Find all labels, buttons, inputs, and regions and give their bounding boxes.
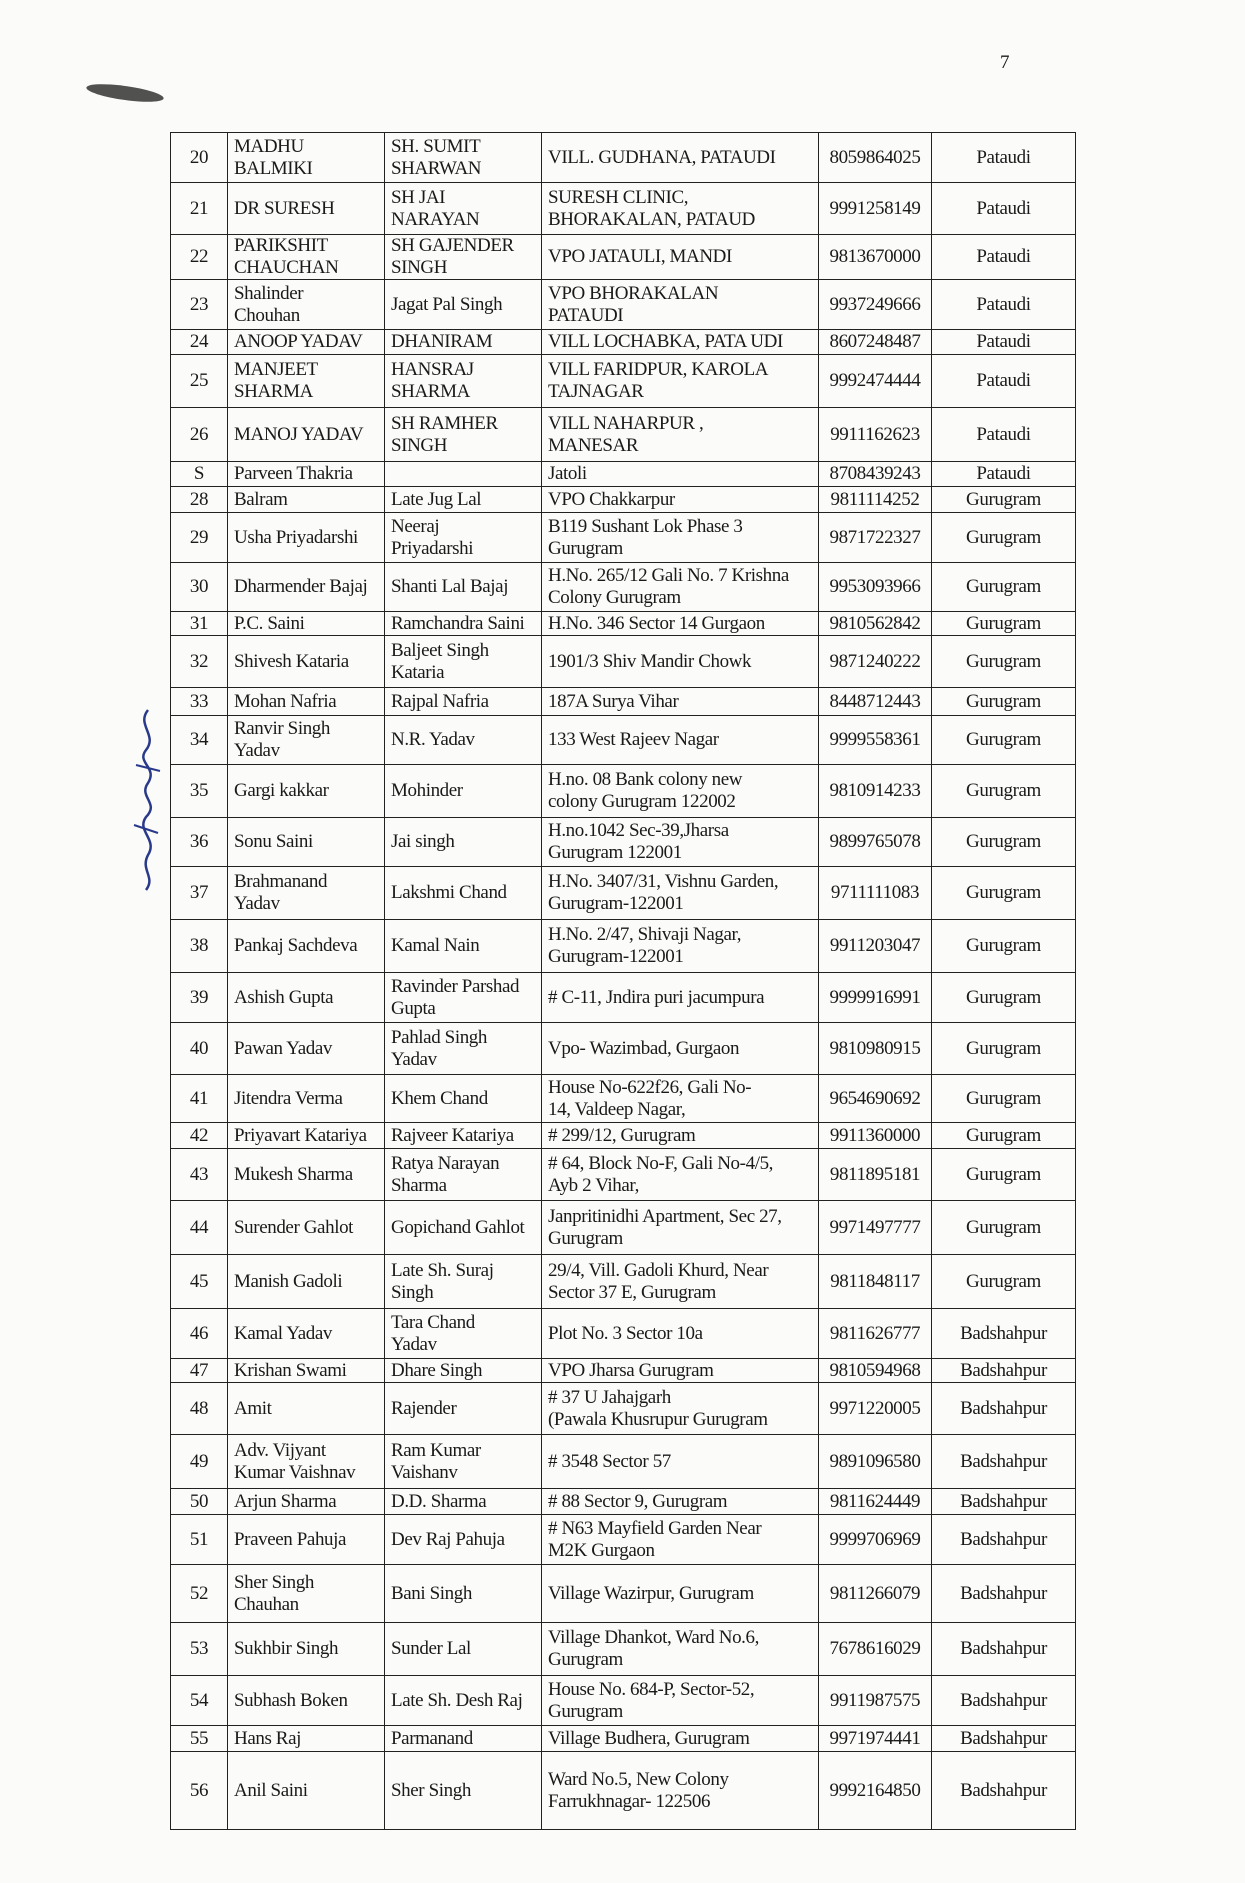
- serial-number-cell: 46: [171, 1309, 228, 1359]
- area-cell: Pataudi: [932, 133, 1076, 183]
- name-cell: Brahmanand Yadav: [228, 867, 385, 920]
- area-cell: Pataudi: [932, 408, 1076, 462]
- father-name-cell: Khem Chand: [385, 1075, 542, 1123]
- serial-number-cell: 38: [171, 920, 228, 973]
- table-row: [171, 818, 1076, 867]
- table-row: [171, 330, 1076, 355]
- table-row: [171, 1435, 1076, 1489]
- phone-cell: 9654690692: [819, 1075, 932, 1123]
- phone-cell: 9999916991: [819, 973, 932, 1023]
- serial-number-cell: 37: [171, 867, 228, 920]
- table-row: [171, 563, 1076, 612]
- contacts-table: [170, 132, 1076, 1830]
- table-row: [171, 867, 1076, 920]
- address-cell: # N63 Mayfield Garden Near M2K Gurgaon: [542, 1515, 819, 1565]
- father-name-cell: Jai singh: [385, 818, 542, 867]
- serial-number-cell: 54: [171, 1676, 228, 1726]
- name-cell: Arjun Sharma: [228, 1489, 385, 1515]
- phone-cell: 9871722327: [819, 513, 932, 563]
- table-row: [171, 1752, 1076, 1830]
- father-name-cell: Mohinder: [385, 765, 542, 818]
- address-cell: Ward No.5, New Colony Farrukhnagar- 122506: [542, 1752, 819, 1830]
- phone-cell: 8708439243: [819, 462, 932, 487]
- phone-cell: 9911360000: [819, 1123, 932, 1149]
- table-row: [171, 1623, 1076, 1676]
- table-row: [171, 1489, 1076, 1515]
- name-cell: Ranvir Singh Yadav: [228, 716, 385, 765]
- address-cell: H.No. 2/47, Shivaji Nagar, Gurugram-122001: [542, 920, 819, 973]
- father-name-cell: Ram Kumar Vaishanv: [385, 1435, 542, 1489]
- area-cell: Gurugram: [932, 1023, 1076, 1075]
- name-cell: DR SURESH: [228, 183, 385, 235]
- name-cell: Gargi kakkar: [228, 765, 385, 818]
- serial-number-cell: 24: [171, 330, 228, 355]
- name-cell: Manish Gadoli: [228, 1255, 385, 1309]
- address-cell: House No-622f26, Gali No- 14, Valdeep Nagar,: [542, 1075, 819, 1123]
- address-cell: VPO BHORAKALAN PATAUDI: [542, 280, 819, 330]
- serial-number-cell: 48: [171, 1383, 228, 1435]
- name-cell: ANOOP YADAV: [228, 330, 385, 355]
- name-cell: Dharmender Bajaj: [228, 563, 385, 612]
- serial-number-cell: 39: [171, 973, 228, 1023]
- address-cell: VILL. GUDHANA, PATAUDI: [542, 133, 819, 183]
- phone-cell: 7678616029: [819, 1623, 932, 1676]
- scan-smudge: [85, 81, 164, 106]
- name-cell: MANOJ YADAV: [228, 408, 385, 462]
- name-cell: Adv. Vijyant Kumar Vaishnav: [228, 1435, 385, 1489]
- address-cell: Village Budhera, Gurugram: [542, 1726, 819, 1752]
- serial-number-cell: 45: [171, 1255, 228, 1309]
- name-cell: Priyavart Katariya: [228, 1123, 385, 1149]
- serial-number-cell: 29: [171, 513, 228, 563]
- address-cell: 29/4, Vill. Gadoli Khurd, Near Sector 37 E, Gurugram: [542, 1255, 819, 1309]
- address-cell: VILL NAHARPUR , MANESAR: [542, 408, 819, 462]
- table-row: [171, 612, 1076, 636]
- name-cell: Praveen Pahuja: [228, 1515, 385, 1565]
- phone-cell: 9992164850: [819, 1752, 932, 1830]
- name-cell: Usha Priyadarshi: [228, 513, 385, 563]
- table-row: [171, 1255, 1076, 1309]
- name-cell: Shalinder Chouhan: [228, 280, 385, 330]
- address-cell: 133 West Rajeev Nagar: [542, 716, 819, 765]
- serial-number-cell: 43: [171, 1149, 228, 1201]
- phone-cell: 9813670000: [819, 235, 932, 280]
- table-row: [171, 1075, 1076, 1123]
- phone-cell: 9811626777: [819, 1309, 932, 1359]
- area-cell: Gurugram: [932, 765, 1076, 818]
- father-name-cell: Kamal Nain: [385, 920, 542, 973]
- serial-number-cell: 30: [171, 563, 228, 612]
- area-cell: Gurugram: [932, 513, 1076, 563]
- address-cell: VPO JATAULI, MANDI: [542, 235, 819, 280]
- table-row: [171, 1676, 1076, 1726]
- father-name-cell: SH RAMHER SINGH: [385, 408, 542, 462]
- address-cell: # 299/12, Gurugram: [542, 1123, 819, 1149]
- table-row: [171, 513, 1076, 563]
- father-name-cell: Sher Singh: [385, 1752, 542, 1830]
- table-row: [171, 235, 1076, 280]
- table-row: [171, 1515, 1076, 1565]
- phone-cell: 9871240222: [819, 636, 932, 688]
- table-row: [171, 1123, 1076, 1149]
- phone-cell: 9811624449: [819, 1489, 932, 1515]
- area-cell: Gurugram: [932, 818, 1076, 867]
- serial-number-cell: 22: [171, 235, 228, 280]
- address-cell: H.No. 3407/31, Vishnu Garden, Gurugram-122001: [542, 867, 819, 920]
- serial-number-cell: 47: [171, 1359, 228, 1383]
- phone-cell: 8607248487: [819, 330, 932, 355]
- address-cell: Vpo- Wazimbad, Gurgaon: [542, 1023, 819, 1075]
- table-row: [171, 1726, 1076, 1752]
- name-cell: Ashish Gupta: [228, 973, 385, 1023]
- phone-cell: 9811848117: [819, 1255, 932, 1309]
- father-name-cell: Gopichand Gahlot: [385, 1201, 542, 1255]
- address-cell: Village Dhankot, Ward No.6, Gurugram: [542, 1623, 819, 1676]
- address-cell: VPO Jharsa Gurugram: [542, 1359, 819, 1383]
- area-cell: Badshahpur: [932, 1623, 1076, 1676]
- area-cell: Badshahpur: [932, 1359, 1076, 1383]
- area-cell: Pataudi: [932, 183, 1076, 235]
- serial-number-cell: 21: [171, 183, 228, 235]
- serial-number-cell: 51: [171, 1515, 228, 1565]
- table-row: [171, 1201, 1076, 1255]
- serial-number-cell: 28: [171, 487, 228, 513]
- table-row: [171, 920, 1076, 973]
- father-name-cell: Ravinder Parshad Gupta: [385, 973, 542, 1023]
- name-cell: Subhash Boken: [228, 1676, 385, 1726]
- address-cell: House No. 684-P, Sector-52, Gurugram: [542, 1676, 819, 1726]
- table-row: [171, 462, 1076, 487]
- name-cell: Sher Singh Chauhan: [228, 1565, 385, 1623]
- address-cell: VILL FARIDPUR, KAROLA TAJNAGAR: [542, 355, 819, 408]
- phone-cell: 9911203047: [819, 920, 932, 973]
- table-row: [171, 688, 1076, 716]
- address-cell: 1901/3 Shiv Mandir Chowk: [542, 636, 819, 688]
- phone-cell: 9971497777: [819, 1201, 932, 1255]
- father-name-cell: Dev Raj Pahuja: [385, 1515, 542, 1565]
- address-cell: # C-11, Jndira puri jacumpura: [542, 973, 819, 1023]
- table-row: [171, 487, 1076, 513]
- serial-number-cell: 23: [171, 280, 228, 330]
- phone-cell: 9999706969: [819, 1515, 932, 1565]
- table-row: [171, 1383, 1076, 1435]
- table-row: [171, 1565, 1076, 1623]
- father-name-cell: Late Sh. Desh Raj: [385, 1676, 542, 1726]
- father-name-cell: Rajveer Katariya: [385, 1123, 542, 1149]
- address-cell: B119 Sushant Lok Phase 3 Gurugram: [542, 513, 819, 563]
- address-cell: H.No. 346 Sector 14 Gurgaon: [542, 612, 819, 636]
- phone-cell: 9811114252: [819, 487, 932, 513]
- address-cell: H.no.1042 Sec-39,Jharsa Gurugram 122001: [542, 818, 819, 867]
- name-cell: Surender Gahlot: [228, 1201, 385, 1255]
- serial-number-cell: 44: [171, 1201, 228, 1255]
- area-cell: Pataudi: [932, 280, 1076, 330]
- father-name-cell: Jagat Pal Singh: [385, 280, 542, 330]
- area-cell: Badshahpur: [932, 1676, 1076, 1726]
- serial-number-cell: 33: [171, 688, 228, 716]
- name-cell: Mukesh Sharma: [228, 1149, 385, 1201]
- area-cell: Gurugram: [932, 716, 1076, 765]
- address-cell: # 3548 Sector 57: [542, 1435, 819, 1489]
- phone-cell: 9911987575: [819, 1676, 932, 1726]
- father-name-cell: DHANIRAM: [385, 330, 542, 355]
- table-row: [171, 408, 1076, 462]
- serial-number-cell: 25: [171, 355, 228, 408]
- father-name-cell: Late Sh. Suraj Singh: [385, 1255, 542, 1309]
- serial-number-cell: 52: [171, 1565, 228, 1623]
- father-name-cell: SH. SUMIT SHARWAN: [385, 133, 542, 183]
- phone-cell: 9937249666: [819, 280, 932, 330]
- serial-number-cell: 31: [171, 612, 228, 636]
- serial-number-cell: 32: [171, 636, 228, 688]
- address-cell: Village Wazirpur, Gurugram: [542, 1565, 819, 1623]
- area-cell: Gurugram: [932, 688, 1076, 716]
- serial-number-cell: 20: [171, 133, 228, 183]
- table-row: [171, 716, 1076, 765]
- name-cell: Sukhbir Singh: [228, 1623, 385, 1676]
- area-cell: Badshahpur: [932, 1435, 1076, 1489]
- serial-number-cell: 36: [171, 818, 228, 867]
- name-cell: Mohan Nafria: [228, 688, 385, 716]
- area-cell: Gurugram: [932, 867, 1076, 920]
- area-cell: Badshahpur: [932, 1515, 1076, 1565]
- table-body: [171, 133, 1076, 1830]
- father-name-cell: Late Jug Lal: [385, 487, 542, 513]
- area-cell: Pataudi: [932, 235, 1076, 280]
- name-cell: Hans Raj: [228, 1726, 385, 1752]
- serial-number-cell: 34: [171, 716, 228, 765]
- name-cell: Shivesh Kataria: [228, 636, 385, 688]
- father-name-cell: SH JAI NARAYAN: [385, 183, 542, 235]
- area-cell: Badshahpur: [932, 1489, 1076, 1515]
- phone-cell: 9971974441: [819, 1726, 932, 1752]
- name-cell: Sonu Saini: [228, 818, 385, 867]
- area-cell: Pataudi: [932, 355, 1076, 408]
- serial-number-cell: 53: [171, 1623, 228, 1676]
- serial-number-cell: 41: [171, 1075, 228, 1123]
- phone-cell: 9899765078: [819, 818, 932, 867]
- handwritten-signature: [128, 705, 168, 895]
- father-name-cell: Bani Singh: [385, 1565, 542, 1623]
- father-name-cell: Dhare Singh: [385, 1359, 542, 1383]
- area-cell: Gurugram: [932, 487, 1076, 513]
- area-cell: Badshahpur: [932, 1309, 1076, 1359]
- father-name-cell: N.R. Yadav: [385, 716, 542, 765]
- table-row: [171, 636, 1076, 688]
- father-name-cell: Sunder Lal: [385, 1623, 542, 1676]
- name-cell: Jitendra Verma: [228, 1075, 385, 1123]
- father-name-cell: [385, 462, 542, 487]
- phone-cell: 9810914233: [819, 765, 932, 818]
- phone-cell: 9810980915: [819, 1023, 932, 1075]
- area-cell: Badshahpur: [932, 1383, 1076, 1435]
- address-cell: # 64, Block No-F, Gali No-4/5, Ayb 2 Vihar,: [542, 1149, 819, 1201]
- father-name-cell: Rajpal Nafria: [385, 688, 542, 716]
- area-cell: Gurugram: [932, 973, 1076, 1023]
- area-cell: Badshahpur: [932, 1752, 1076, 1830]
- area-cell: Gurugram: [932, 1075, 1076, 1123]
- serial-number-cell: 42: [171, 1123, 228, 1149]
- area-cell: Gurugram: [932, 1201, 1076, 1255]
- address-cell: VPO Chakkarpur: [542, 487, 819, 513]
- name-cell: P.C. Saini: [228, 612, 385, 636]
- name-cell: Pawan Yadav: [228, 1023, 385, 1075]
- address-cell: SURESH CLINIC, BHORAKALAN, PATAUD: [542, 183, 819, 235]
- father-name-cell: SH GAJENDER SINGH: [385, 235, 542, 280]
- phone-cell: 8059864025: [819, 133, 932, 183]
- father-name-cell: Tara Chand Yadav: [385, 1309, 542, 1359]
- address-cell: H.no. 08 Bank colony new colony Gurugram 122002: [542, 765, 819, 818]
- phone-cell: 9711111083: [819, 867, 932, 920]
- phone-cell: 9891096580: [819, 1435, 932, 1489]
- name-cell: MADHU BALMIKI: [228, 133, 385, 183]
- phone-cell: 9811266079: [819, 1565, 932, 1623]
- name-cell: MANJEET SHARMA: [228, 355, 385, 408]
- page-number: 7: [1000, 52, 1010, 73]
- father-name-cell: Pahlad Singh Yadav: [385, 1023, 542, 1075]
- table-row: [171, 183, 1076, 235]
- area-cell: Badshahpur: [932, 1726, 1076, 1752]
- area-cell: Pataudi: [932, 462, 1076, 487]
- address-cell: 187A Surya Vihar: [542, 688, 819, 716]
- table-row: [171, 1309, 1076, 1359]
- phone-cell: 9991258149: [819, 183, 932, 235]
- area-cell: Gurugram: [932, 1255, 1076, 1309]
- father-name-cell: D.D. Sharma: [385, 1489, 542, 1515]
- area-cell: Gurugram: [932, 1149, 1076, 1201]
- serial-number-cell: 26: [171, 408, 228, 462]
- name-cell: Anil Saini: [228, 1752, 385, 1830]
- serial-number-cell: 49: [171, 1435, 228, 1489]
- address-cell: Janpritinidhi Apartment, Sec 27, Gurugram: [542, 1201, 819, 1255]
- serial-number-cell: 56: [171, 1752, 228, 1830]
- father-name-cell: Rajender: [385, 1383, 542, 1435]
- father-name-cell: Ratya Narayan Sharma: [385, 1149, 542, 1201]
- father-name-cell: Ramchandra Saini: [385, 612, 542, 636]
- area-cell: Gurugram: [932, 563, 1076, 612]
- address-cell: # 88 Sector 9, Gurugram: [542, 1489, 819, 1515]
- phone-cell: 9810562842: [819, 612, 932, 636]
- address-cell: Jatoli: [542, 462, 819, 487]
- table-row: [171, 1359, 1076, 1383]
- address-cell: H.No. 265/12 Gali No. 7 Krishna Colony Gurugram: [542, 563, 819, 612]
- serial-number-cell: 55: [171, 1726, 228, 1752]
- father-name-cell: Neeraj Priyadarshi: [385, 513, 542, 563]
- phone-cell: 8448712443: [819, 688, 932, 716]
- area-cell: Badshahpur: [932, 1565, 1076, 1623]
- name-cell: Amit: [228, 1383, 385, 1435]
- father-name-cell: Lakshmi Chand: [385, 867, 542, 920]
- table-row: [171, 973, 1076, 1023]
- area-cell: Pataudi: [932, 330, 1076, 355]
- area-cell: Gurugram: [932, 920, 1076, 973]
- table-row: [171, 765, 1076, 818]
- father-name-cell: HANSRAJ SHARMA: [385, 355, 542, 408]
- table-row: [171, 355, 1076, 408]
- address-cell: # 37 U Jahajgarh (Pawala Khusrupur Gurugram: [542, 1383, 819, 1435]
- address-cell: VILL LOCHABKA, PATA UDI: [542, 330, 819, 355]
- name-cell: Kamal Yadav: [228, 1309, 385, 1359]
- serial-number-cell: 35: [171, 765, 228, 818]
- phone-cell: 9953093966: [819, 563, 932, 612]
- name-cell: Krishan Swami: [228, 1359, 385, 1383]
- name-cell: PARIKSHIT CHAUCHAN: [228, 235, 385, 280]
- serial-number-cell: 50: [171, 1489, 228, 1515]
- phone-cell: 9992474444: [819, 355, 932, 408]
- phone-cell: 9811895181: [819, 1149, 932, 1201]
- table-row: [171, 1149, 1076, 1201]
- name-cell: Parveen Thakria: [228, 462, 385, 487]
- father-name-cell: Shanti Lal Bajaj: [385, 563, 542, 612]
- address-cell: Plot No. 3 Sector 10a: [542, 1309, 819, 1359]
- serial-number-cell: 40: [171, 1023, 228, 1075]
- phone-cell: 9911162623: [819, 408, 932, 462]
- father-name-cell: Baljeet Singh Kataria: [385, 636, 542, 688]
- phone-cell: 9971220005: [819, 1383, 932, 1435]
- area-cell: Gurugram: [932, 636, 1076, 688]
- area-cell: Gurugram: [932, 612, 1076, 636]
- father-name-cell: Parmanand: [385, 1726, 542, 1752]
- table-row: [171, 1023, 1076, 1075]
- area-cell: Gurugram: [932, 1123, 1076, 1149]
- name-cell: Pankaj Sachdeva: [228, 920, 385, 973]
- serial-number-cell: S: [171, 462, 228, 487]
- table-row: [171, 280, 1076, 330]
- phone-cell: 9999558361: [819, 716, 932, 765]
- phone-cell: 9810594968: [819, 1359, 932, 1383]
- name-cell: Balram: [228, 487, 385, 513]
- table-row: [171, 133, 1076, 183]
